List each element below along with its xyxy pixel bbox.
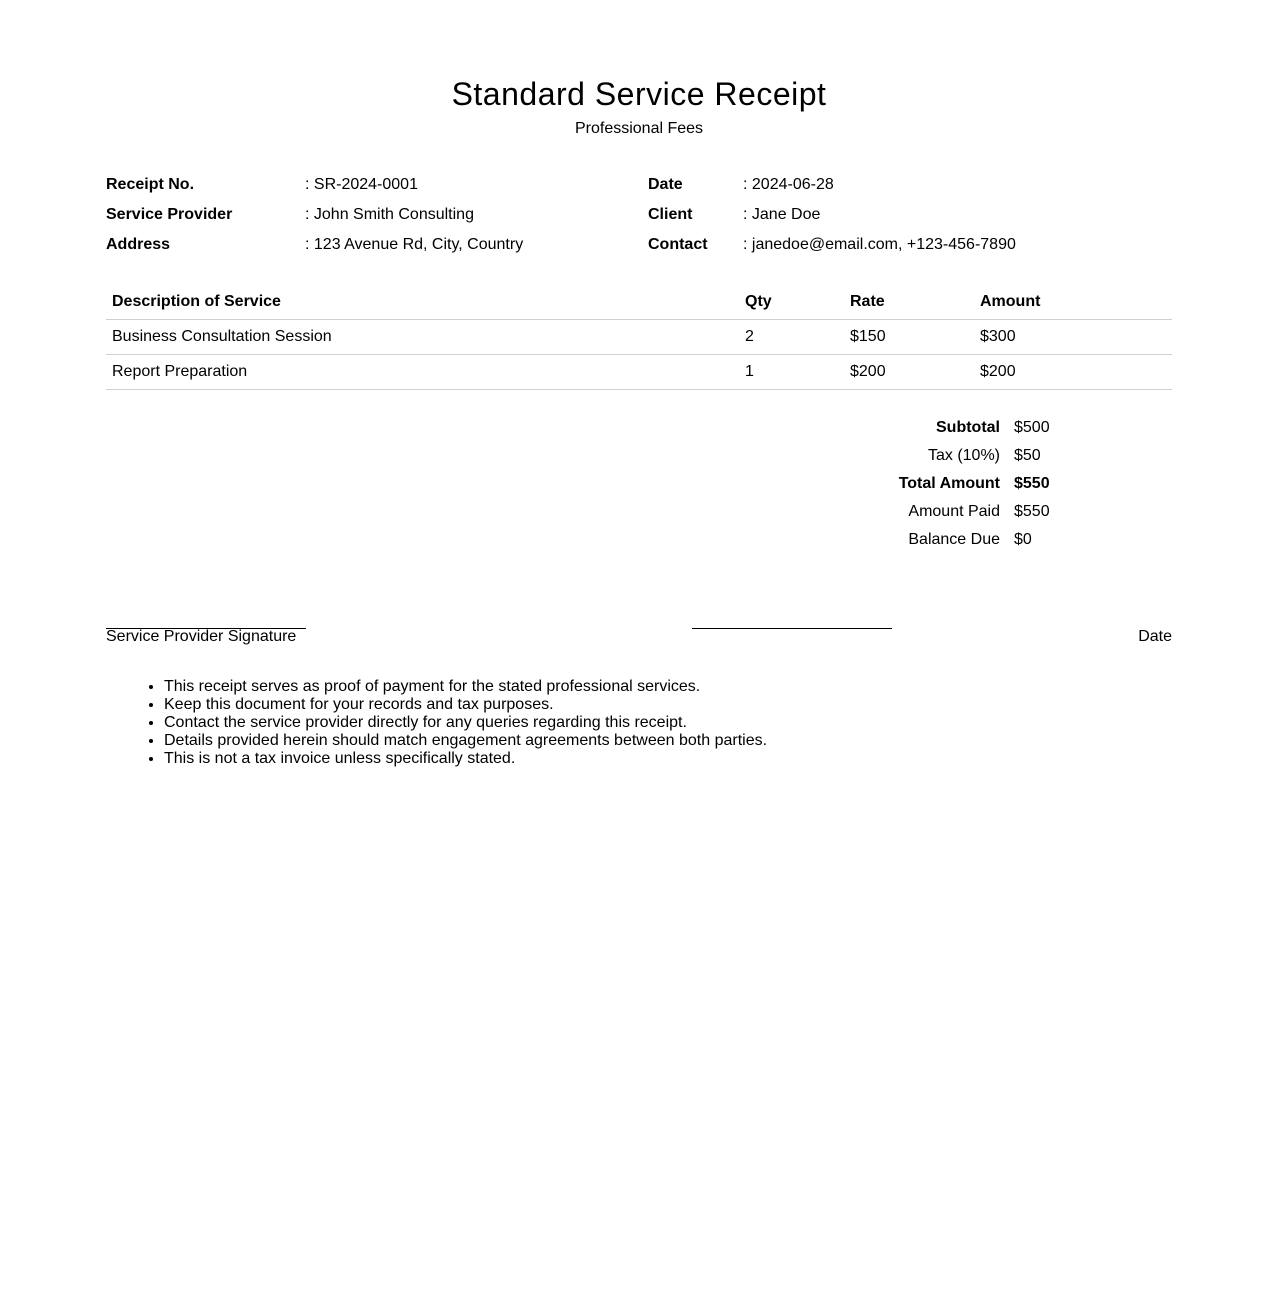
signature-date-label: Date (1138, 628, 1172, 645)
services-table (106, 284, 1172, 390)
service-amount: $300 (974, 320, 1172, 355)
table-header-row (106, 284, 1172, 320)
date-label: Date (648, 176, 683, 193)
contact-label: Contact (648, 236, 708, 253)
service-provider-label: Service Provider (106, 206, 233, 223)
service-rate: $150 (844, 320, 974, 355)
tax-value: $50 (1014, 447, 1041, 464)
date-signature-line (692, 628, 892, 629)
service-qty: 1 (739, 355, 844, 390)
list-item: • Details provided herein should match engagement agreements between both parties. (164, 732, 1230, 750)
column-header-description: Description of Service (106, 284, 739, 320)
receipt-notes (106, 678, 1230, 768)
total-amount-row (106, 470, 1172, 498)
subtotal-label: Subtotal (936, 419, 1000, 436)
list-item: • Keep this document for your records and tax purposes. (164, 696, 1230, 714)
info-row (106, 235, 1172, 265)
column-header-amount: Amount (974, 284, 1172, 320)
tax-label: Tax (10%) (927, 447, 1000, 464)
balance-due-value: $0 (1014, 531, 1032, 548)
service-description: Report Preparation (106, 355, 739, 390)
info-row (106, 205, 1172, 235)
subtotal-row (106, 414, 1172, 442)
amount-paid-row (106, 498, 1172, 526)
date-value: : 2024-06-28 (743, 176, 834, 193)
receipt-title: Standard Service Receipt (451, 76, 827, 112)
receipt-subtitle: Professional Fees (574, 120, 704, 137)
service-description: Business Consultation Session (106, 320, 739, 355)
table-row (106, 320, 1172, 355)
service-provider-value: : John Smith Consulting (305, 206, 474, 223)
receipt-no-label: Receipt No. (106, 176, 195, 193)
balance-due-label: Balance Due (908, 531, 1000, 548)
list-item: • Contact the service provider directly for any queries regarding this receipt. (164, 714, 1230, 732)
list-item: • This is not a tax invoice unless specifically stated. (164, 750, 1230, 768)
receipt-info (106, 175, 1172, 265)
amount-paid-value: $550 (1014, 503, 1050, 520)
list-item: • This receipt serves as proof of payment for the stated professional services. (164, 678, 1230, 696)
info-row (106, 175, 1172, 205)
balance-due-row (106, 526, 1172, 554)
address-label: Address (106, 236, 171, 253)
totals-section (106, 414, 1172, 554)
service-amount: $200 (974, 355, 1172, 390)
client-label: Client (648, 206, 693, 223)
contact-value: : janedoe@email.com, +123-456-7890 (743, 236, 1016, 253)
receipt-no-value: : SR-2024-0001 (305, 176, 418, 193)
total-amount-value: $550 (1014, 475, 1050, 492)
client-value: : Jane Doe (743, 206, 821, 223)
tax-row (106, 442, 1172, 470)
column-header-qty: Qty (739, 284, 844, 320)
provider-signature-label: Service Provider Signature (106, 628, 297, 645)
amount-paid-label: Amount Paid (908, 503, 1000, 520)
service-rate: $200 (844, 355, 974, 390)
total-amount-label: Total Amount (898, 475, 1000, 492)
subtotal-value: $500 (1014, 419, 1050, 436)
column-header-rate: Rate (844, 284, 974, 320)
service-qty: 2 (739, 320, 844, 355)
address-value: : 123 Avenue Rd, City, Country (305, 236, 524, 253)
table-row (106, 355, 1172, 390)
